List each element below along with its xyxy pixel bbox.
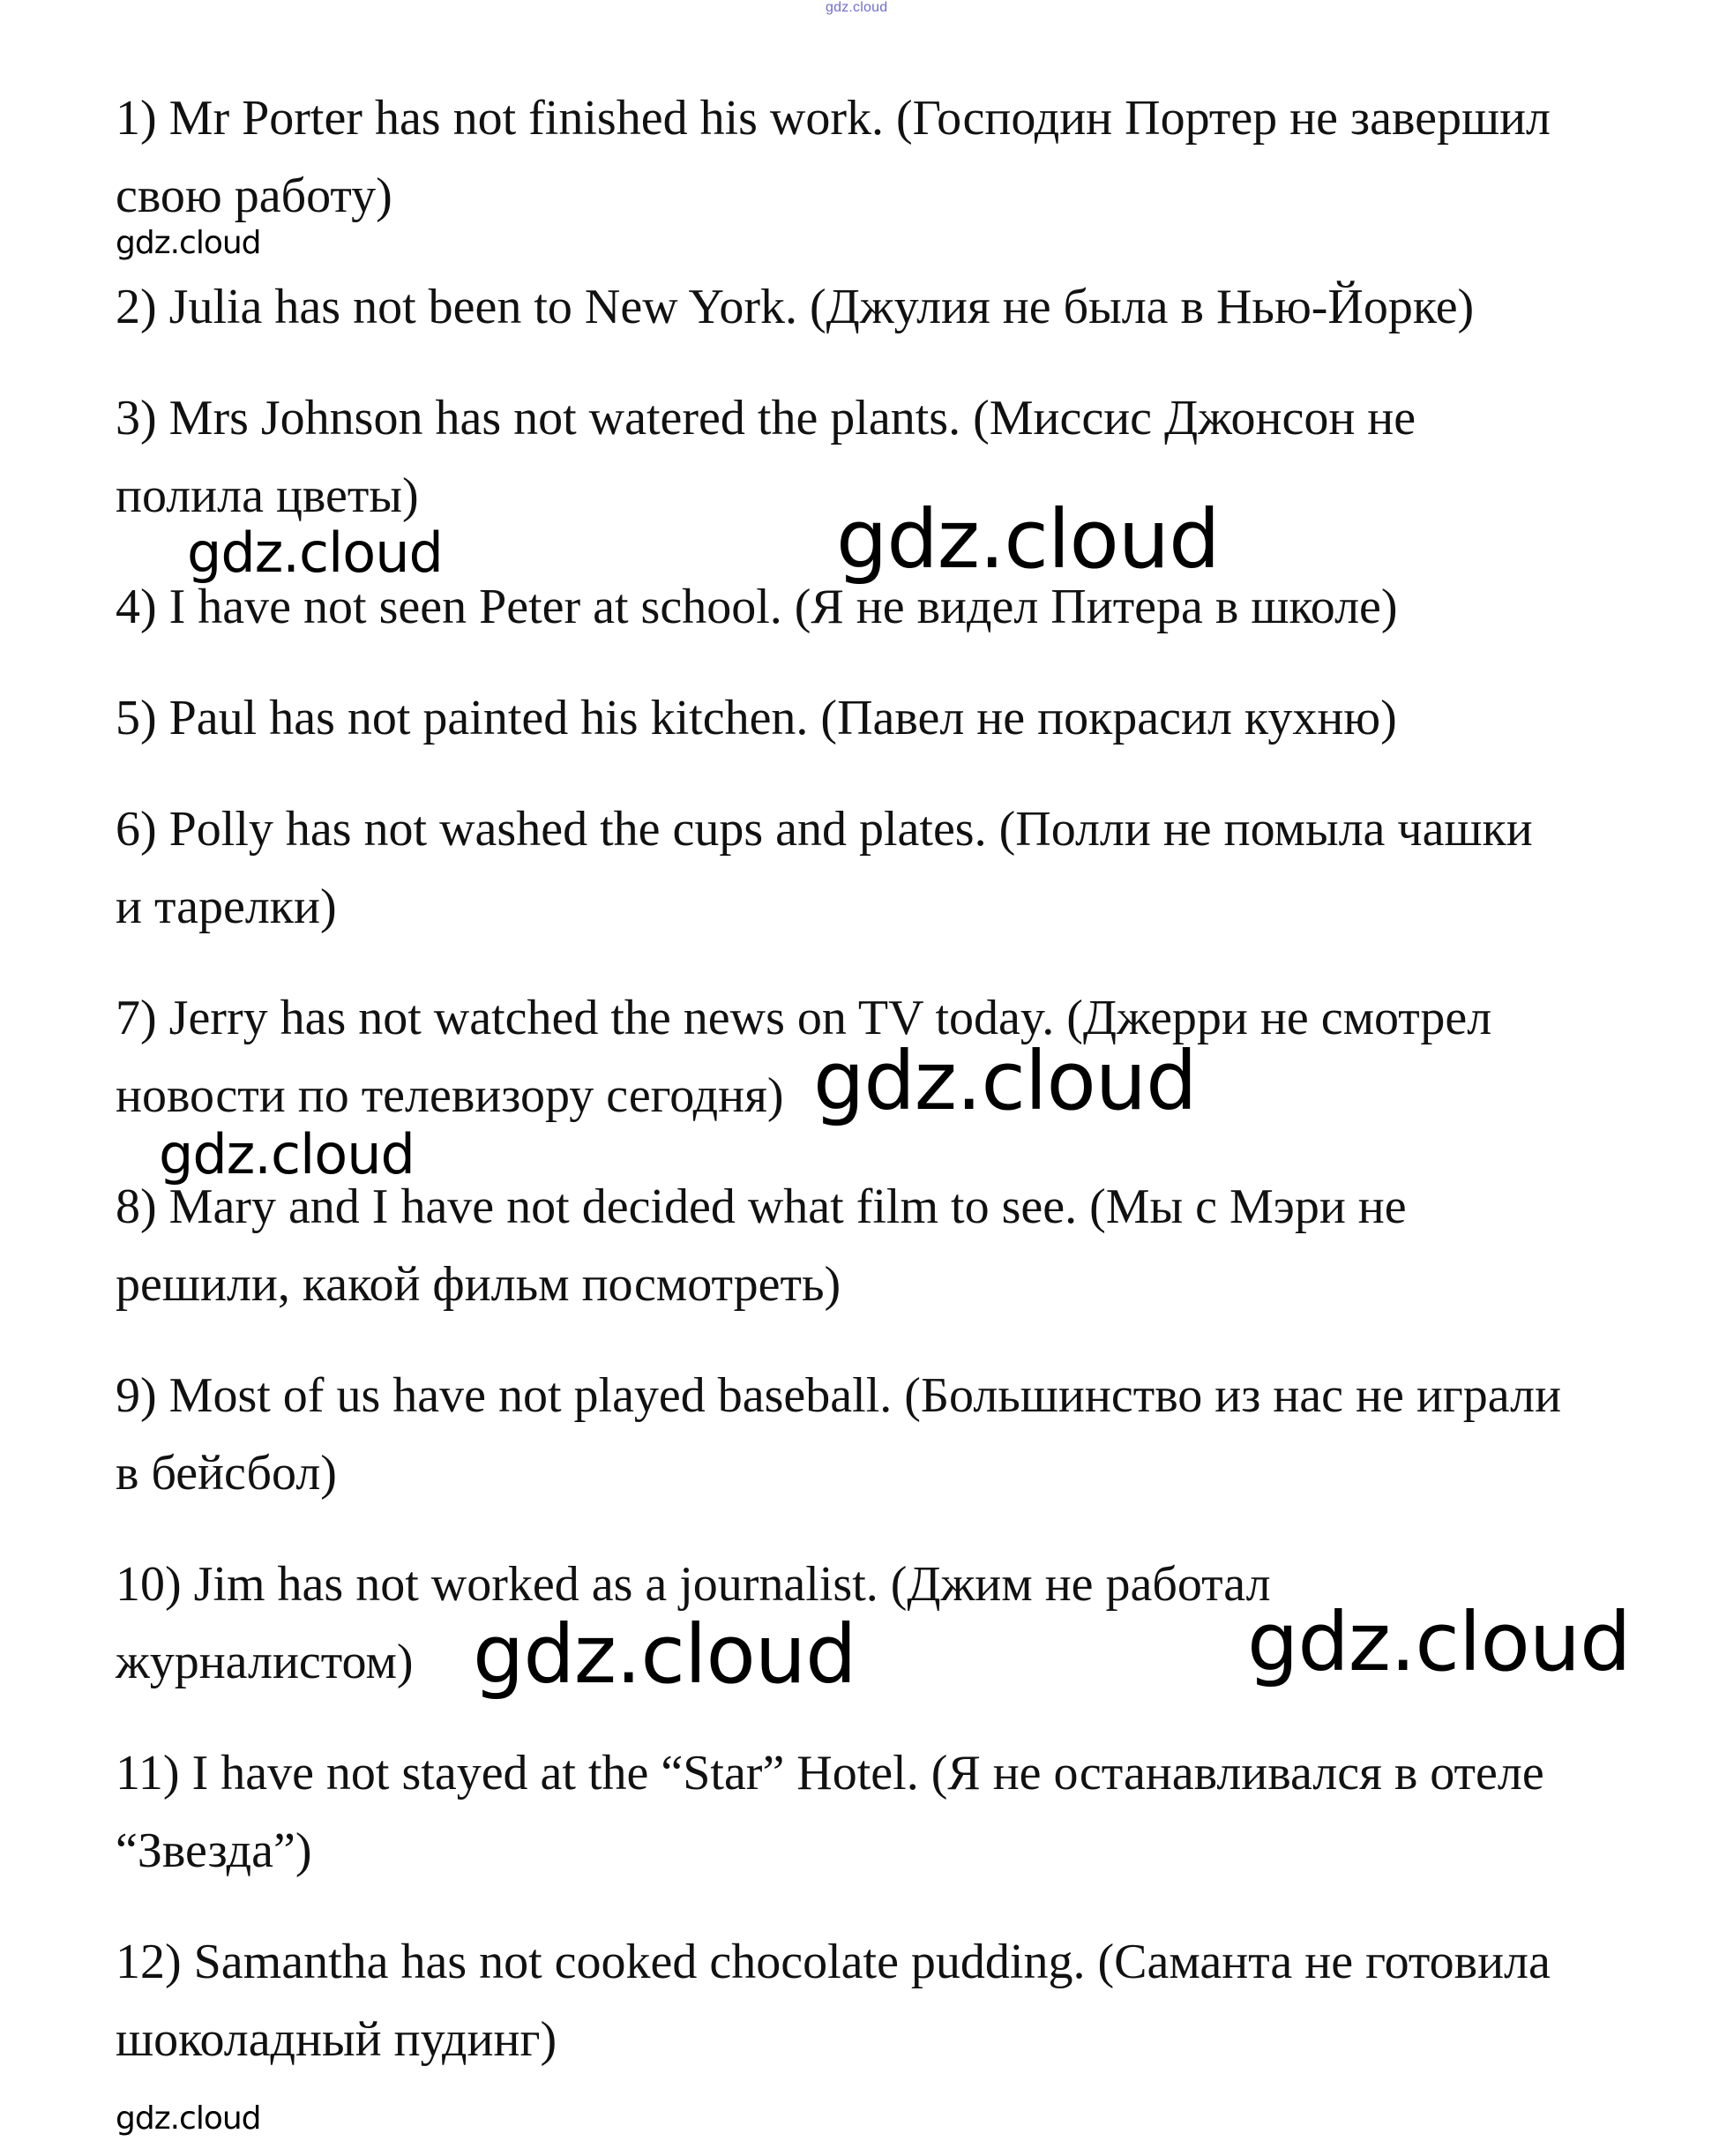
answer-3-line-1: 3) Mrs Johnson has not watered the plants. (Миссис Джонсон не <box>116 391 1416 445</box>
watermark-logo: gdz.cloud <box>187 520 443 585</box>
answer-11-line-1: 11) I have not stayed at the “Star” Hotel. (Я не останавливался в отеле <box>116 1746 1544 1800</box>
answer-6-line-1: 6) Polly has not washed the cups and plates. (Полли не помыла чашки <box>116 802 1533 857</box>
answer-9-line-1: 9) Most of us have not played baseball. (Большинство из нас не играли <box>116 1368 1562 1423</box>
answer-9-line-2: в бейсбол) <box>116 1446 337 1501</box>
watermark-logo: gdz.cloud <box>159 1122 415 1187</box>
answer-6-line-2: и тарелки) <box>116 880 337 934</box>
answer-8-line-1: 8) Mary and I have not decided what film to see. (Мы с Мэри не <box>116 1179 1407 1234</box>
answer-1-line-1: 1) Mr Porter has not finished his work. (Господин Портер не завершил <box>116 91 1551 146</box>
answer-10-line-2: журналистом) <box>116 1635 414 1689</box>
answer-4-line-1: 4) I have not seen Peter at school. (Я не видел Питера в школе) <box>116 580 1398 634</box>
answer-7-line-2: новости по телевизору сегодня) <box>116 1068 784 1123</box>
answer-2-line-1: 2) Julia has not been to New York. (Джулия не была в Нью-Йорке) <box>116 280 1475 334</box>
answer-7-line-1: 7) Jerry has not watched the news on TV today. (Джерри не смотрел <box>116 991 1492 1045</box>
watermark-logo: gdz.cloud <box>116 225 261 261</box>
answer-12-line-1: 12) Samantha has not cooked chocolate pudding. (Саманта не готовила <box>116 1935 1551 1989</box>
answer-12-line-2: шоколадный пудинг) <box>116 2012 557 2067</box>
answer-3-line-2: полила цветы) <box>116 468 419 523</box>
watermark-logo: gdz.cloud <box>836 492 1220 587</box>
answer-1-line-2: свою работу) <box>116 168 392 223</box>
watermark-logo: gdz.cloud <box>116 2100 261 2137</box>
top-watermark: gdz.cloud <box>826 0 888 15</box>
answer-10-line-1: 10) Jim has not worked as a journalist. (Джим не работал <box>116 1557 1271 1612</box>
watermark-logo: gdz.cloud <box>1247 1595 1631 1689</box>
answer-11-line-2: “Звезда”) <box>116 1823 312 1878</box>
watermark-logo: gdz.cloud <box>473 1607 856 1702</box>
watermark-logo: gdz.cloud <box>813 1034 1197 1128</box>
answer-8-line-2: решили, какой фильм посмотреть) <box>116 1257 841 1312</box>
answer-5-line-1: 5) Paul has not painted his kitchen. (Павел не покрасил кухню) <box>116 691 1397 745</box>
